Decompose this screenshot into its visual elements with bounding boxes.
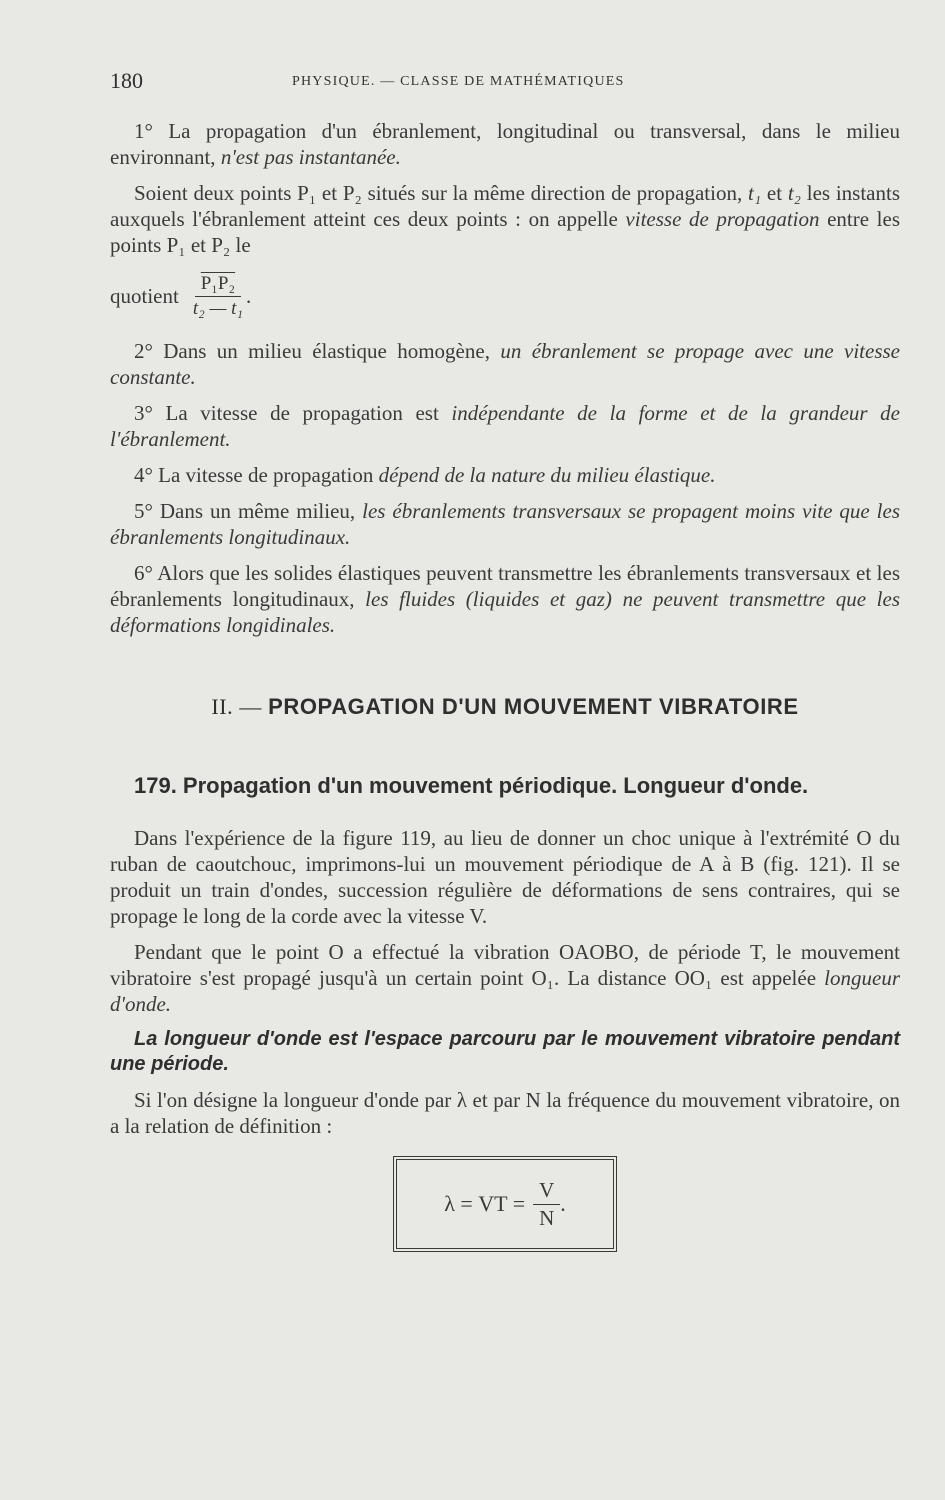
italic-span: t₂ [787,181,801,205]
section-title: PROPAGATION D'UN MOUVEMENT VIBRATOIRE [268,694,799,719]
italic-span: dépend de la nature du milieu élastique. [378,463,716,487]
text-span: 6° Alors que les solides élastiques peuvent transmettre les ébranlements transversaux et les ébranlements longitudinaux, [110,561,900,611]
paragraph-relation: Si l'on désigne la longueur d'onde par λ et par N la fréquence du mouvement vibratoire, on a la relation de définition : [110,1088,900,1138]
formula-fraction [533,1178,560,1231]
text-span: Soient deux points P₁ et P₂ situés sur la même direction de propagation, [134,181,748,205]
italic-span: longueur d'onde. [110,966,900,1016]
paragraph-experiment: Dans l'expérience de la figure 119, au lieu de donner un choc unique à l'extrémité O du ruban de caoutchouc, imprimons-lui un mouvement périodique de A à B (fig. 121). Il se produit un train d'ondes, succession régulière de déformations de sens contraires, qui se propage le long de la corde avec la vitesse V. [110,826,900,928]
italic-span: indépendante de la forme et de la grandeur de l'ébranlement. [110,401,901,451]
text-span: les instants auxquels l'ébranlement atteint ces deux points : on appelle [110,181,901,231]
section-number: II. — [211,694,269,719]
paragraph-property-6 [110,560,900,638]
italic-span: les fluides (liquides et gaz) ne peuvent transmettre que les déformations longidinales. [110,587,900,637]
page-number: 180 [110,68,143,93]
paragraph-property-3 [110,400,900,452]
formula-numerator: V [533,1178,560,1205]
paragraph-property-1 [110,118,900,170]
text-span: 1° La propagation d'un ébranlement, longitudinal ou transversal, dans le milieu environnant, [110,119,900,169]
page-body [110,118,900,1249]
numerator-text: P₁P₂ [200,272,236,294]
section-heading [110,694,900,720]
boxed-formula [396,1159,614,1249]
page-header [110,68,900,98]
text-span: 3° La vitesse de propagation est [134,401,452,425]
text-span: et [761,181,788,205]
italic-span: un ébranlement se propage avec une vitesse constante. [110,339,900,389]
italic-span: n'est pas instantanée. [220,145,401,169]
text-span: Pendant que le point O a effectué la vibration OAOBO, de période T, le mouvement vibratoire s'est propagé jusqu'à un certain point O₁. La distance OO₁ est appelée [110,940,900,990]
running-title: PHYSIQUE. — CLASSE DE MATHÉMATIQUES [292,74,625,89]
text-span: 4° La vitesse de propagation [134,463,379,487]
quotient-fraction [193,273,243,320]
paragraph-property-2 [110,338,900,390]
wavelength-definition: La longueur d'onde est l'espace parcouru par le mouvement vibratoire pendant une période. [110,1028,900,1075]
italic-span: t₁ [747,181,762,205]
text-span: 5° Dans un même milieu, [134,499,363,523]
fraction-numerator [195,273,241,297]
text-span: entre les points P₁ et P₂ le [110,207,901,257]
paragraph-property-4 [110,462,900,488]
formula-period: . [560,1191,566,1216]
quotient-period: . [246,283,252,308]
italic-span: vitesse de propagation [625,207,820,231]
formula-denominator: N [539,1205,555,1230]
quotient-formula [110,264,900,328]
paragraph-wavelength [110,939,900,1017]
subsection-heading: 179. Propagation d'un mouvement périodique. Longueur d'onde. [134,773,809,798]
paragraph-property-5 [110,498,900,550]
italic-span: les ébranlements transversaux se propagent moins vite que les ébranlements longitudinaux. [110,499,900,549]
quotient-label: quotient [110,283,179,308]
text-span: 2° Dans un milieu élastique homogène, [134,339,501,363]
paragraph-definition-speed [110,180,900,258]
formula-lhs: λ = VT = [444,1191,526,1216]
fraction-denominator: t₂ — t₁ [192,297,243,319]
